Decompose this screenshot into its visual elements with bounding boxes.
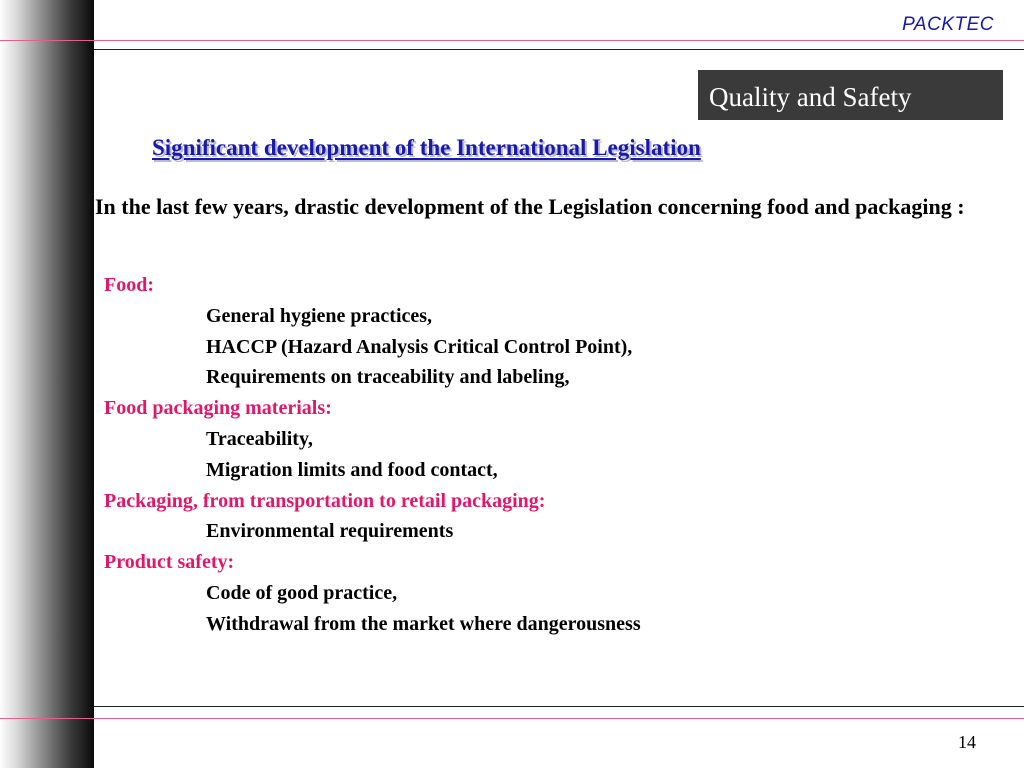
list-item: Requirements on traceability and labeling,	[206, 366, 570, 389]
header-rule-pink	[0, 40, 1024, 41]
slide-title: Quality and Safety	[709, 82, 912, 112]
list-item: General hygiene practices,	[206, 304, 433, 327]
category-food-packaging: Food packaging materials:	[104, 397, 332, 420]
side-gradient-bar	[0, 0, 94, 768]
list-item: Traceability,	[206, 427, 313, 450]
list-item: Withdrawal from the market where dangerousness	[206, 612, 641, 635]
category-packaging: Packaging, from transportation to retail packaging:	[104, 489, 546, 512]
legislation-list	[104, 270, 641, 640]
footer-rule-dark	[94, 706, 1024, 707]
brand-logo-text: PACKTEC	[902, 14, 994, 35]
category-food: Food:	[104, 274, 154, 296]
header-rule-dark	[94, 49, 1024, 50]
page-number: 14	[958, 732, 976, 752]
list-item: Code of good practice,	[206, 581, 398, 604]
list-item: HACCP (Hazard Analysis Critical Control Point),	[206, 335, 633, 358]
category-product-safety: Product safety:	[104, 551, 235, 574]
list-item: Environmental requirements	[206, 520, 454, 543]
slide-subtitle: Significant development of the International Legislation	[152, 135, 701, 160]
footer-rule-pink	[0, 718, 1024, 719]
list-item: Migration limits and food contact,	[206, 458, 498, 481]
intro-paragraph: In the last few years, drastic development of the Legislation concerning food and packaging :	[95, 194, 965, 219]
slide-title-box	[698, 70, 1003, 120]
